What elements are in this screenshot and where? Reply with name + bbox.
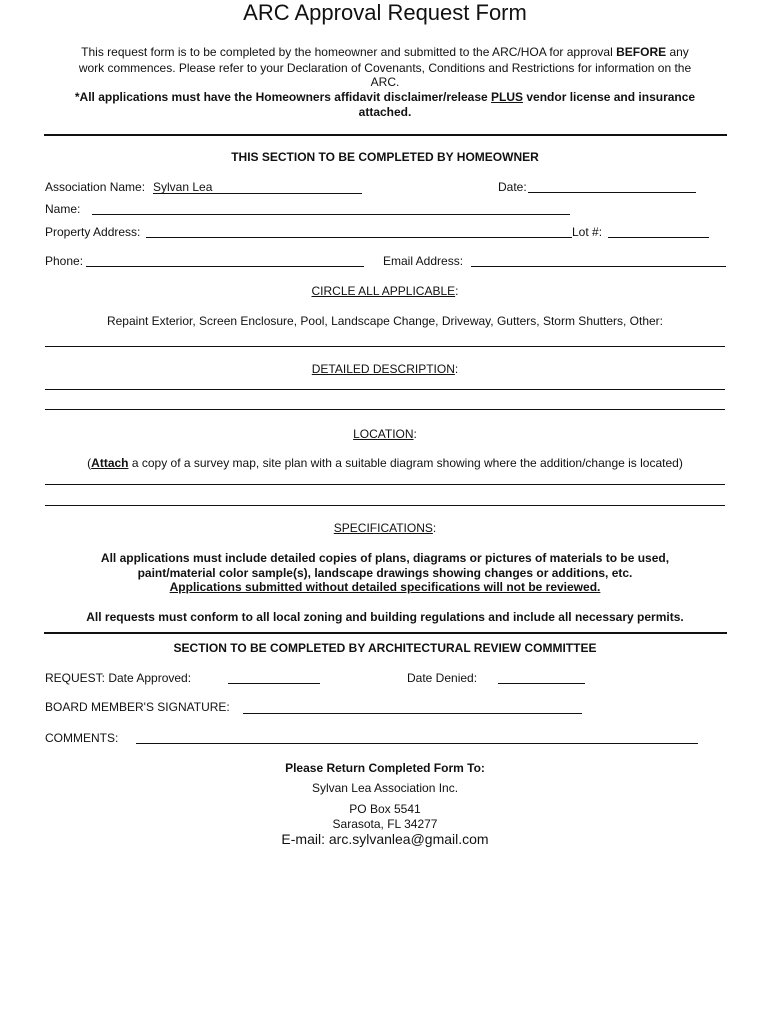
specifications-heading-colon: :	[432, 521, 437, 535]
notice-text: *All applications must have the Homeowners affidavit disclaimer/release	[74, 90, 492, 104]
date-approved-label: REQUEST: Date Approved:	[45, 671, 192, 685]
association-name-value: Sylvan Lea	[153, 180, 213, 194]
specifications-heading	[0, 521, 770, 535]
zoning-notice: All requests must conform to all local zoning and building regulations and include all necessary permits.	[86, 610, 684, 624]
return-heading: Please Return Completed Form To:	[285, 761, 485, 775]
committee-divider	[44, 632, 727, 634]
comments-label: COMMENTS:	[45, 731, 119, 745]
location-heading-text: LOCATION	[353, 427, 414, 441]
association-name-label: Association Name:	[45, 180, 146, 194]
description-line-1[interactable]	[45, 389, 725, 390]
lot-label: Lot #:	[572, 225, 603, 239]
signature-label: BOARD MEMBER'S SIGNATURE:	[45, 700, 230, 714]
location-line-2[interactable]	[45, 505, 725, 506]
description-heading-colon: :	[454, 362, 459, 376]
description-heading-text: DETAILED DESCRIPTION	[311, 362, 455, 376]
date-field[interactable]	[528, 192, 696, 193]
phone-field[interactable]	[86, 266, 364, 267]
date-denied-label: Date Denied:	[407, 671, 478, 685]
homeowner-heading: THIS SECTION TO BE COMPLETED BY HOMEOWNER	[231, 150, 539, 164]
description-line-2[interactable]	[45, 409, 725, 410]
email-address-field[interactable]	[471, 266, 726, 267]
return-organization: Sylvan Lea Association Inc.	[311, 781, 459, 795]
notice-line-1	[0, 90, 770, 104]
location-note-text: a copy of a survey map, site plan with a suitable diagram showing where the addition/change is located)	[128, 456, 683, 470]
location-note-open: (	[87, 456, 92, 470]
description-heading	[0, 362, 770, 376]
return-email[interactable]: E-mail: arc.sylvanlea@gmail.com	[281, 831, 489, 847]
return-city: Sarasota, FL 34277	[332, 817, 438, 831]
specifications-line-1: All applications must include detailed copies of plans, diagrams or pictures of materials to be used,	[100, 551, 670, 565]
notice-text-end: vendor license and insurance	[523, 90, 696, 104]
location-heading-colon: :	[413, 427, 417, 441]
notice-line-2: attached.	[358, 105, 412, 119]
return-po-box: PO Box 5541	[349, 802, 421, 816]
intro-line-2: work commences. Please refer to your Declaration of Covenants, Conditions and Restrictions for information on the	[78, 61, 692, 75]
signature-field[interactable]	[243, 713, 582, 714]
specifications-heading-text: SPECIFICATIONS	[333, 521, 433, 535]
location-note	[0, 456, 770, 470]
intro-text-end: any	[666, 45, 689, 59]
location-attach: Attach	[91, 456, 129, 470]
property-address-field[interactable]	[146, 237, 572, 238]
intro-before-emphasis: BEFORE	[616, 45, 667, 59]
circle-heading-text: CIRCLE ALL APPLICABLE	[311, 284, 456, 298]
location-line-1[interactable]	[45, 484, 725, 485]
committee-heading: SECTION TO BE COMPLETED BY ARCHITECTURAL REVIEW COMMITTEE	[173, 641, 597, 655]
location-heading	[0, 427, 770, 441]
section-divider	[44, 134, 727, 136]
circle-heading	[0, 284, 770, 298]
specifications-line-2: paint/material color sample(s), landscape drawings showing changes or additions, etc.	[137, 566, 633, 580]
intro-line-1	[0, 45, 770, 59]
name-field[interactable]	[92, 214, 570, 215]
other-field[interactable]	[45, 346, 725, 347]
property-address-label: Property Address:	[45, 225, 141, 239]
date-denied-field[interactable]	[498, 683, 585, 684]
specifications-warning	[0, 580, 770, 594]
circle-options[interactable]: Repaint Exterior, Screen Enclosure, Pool, Landscape Change, Driveway, Gutters, Storm Shutters, Other:	[106, 314, 664, 328]
date-approved-field[interactable]	[228, 683, 320, 684]
lot-field[interactable]	[608, 237, 709, 238]
circle-heading-colon: :	[455, 284, 459, 298]
phone-label: Phone:	[45, 254, 84, 268]
notice-plus: PLUS	[491, 90, 524, 104]
specifications-warning-text: Applications submitted without detailed specifications will not be reviewed.	[169, 580, 601, 594]
date-label: Date:	[498, 180, 527, 194]
email-address-label: Email Address:	[383, 254, 464, 268]
intro-text: This request form is to be completed by the homeowner and submitted to the ARC/HOA for approval	[81, 45, 617, 59]
form-title: ARC Approval Request Form	[243, 0, 527, 25]
association-name-field[interactable]	[153, 180, 362, 194]
name-label: Name:	[45, 202, 81, 216]
comments-field[interactable]	[136, 743, 698, 744]
intro-line-3: ARC.	[370, 75, 400, 89]
